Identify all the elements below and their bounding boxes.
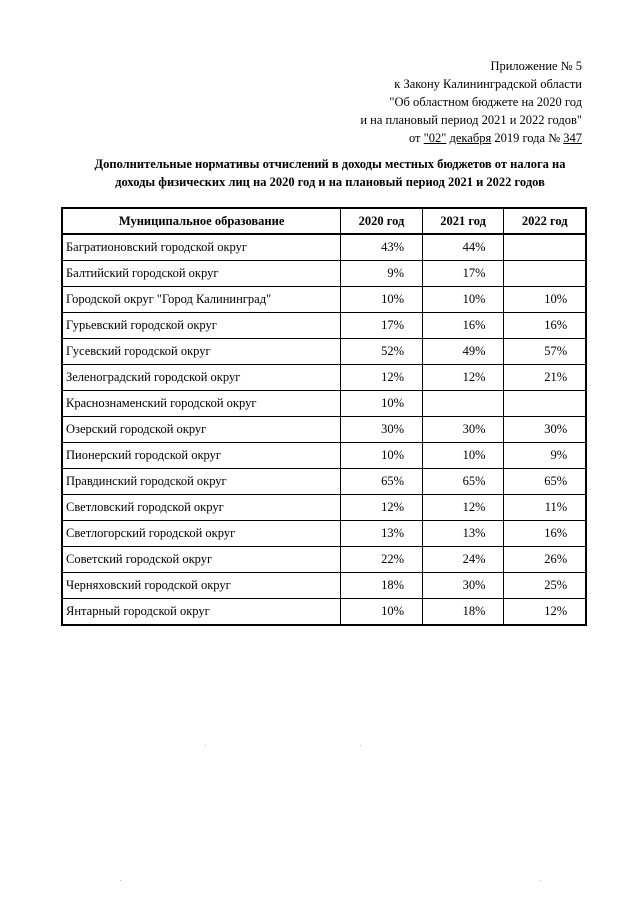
norm-cell-2022 (504, 391, 586, 417)
table-row (62, 391, 586, 417)
municipality-cell: Светловский городской округ (62, 495, 341, 521)
municipality-cell: Правдинский городской округ (62, 469, 341, 495)
norm-cell-2022 (504, 547, 586, 573)
norm-value: 24% (462, 552, 486, 566)
norm-value: 16% (544, 526, 568, 540)
law-date-line (360, 129, 582, 147)
norm-value: 9% (387, 266, 405, 280)
norm-cell-2022 (504, 234, 586, 261)
norm-cell-2020 (341, 573, 423, 599)
column-header-municipality: Муниципальное образование (62, 208, 341, 234)
norm-cell-2021 (422, 599, 504, 626)
column-header-2022: 2022 год (504, 208, 586, 234)
appendix-header (360, 57, 582, 147)
table-row (62, 287, 586, 313)
norm-value: 16% (544, 318, 568, 332)
norm-cell-2022 (504, 469, 586, 495)
table-row (62, 547, 586, 573)
norm-cell-2022 (504, 339, 586, 365)
norm-cell-2022 (504, 599, 586, 626)
norm-value: 12% (462, 500, 486, 514)
norm-cell-2020 (341, 313, 423, 339)
norm-value: 26% (544, 552, 568, 566)
norms-table (61, 207, 587, 626)
table-row (62, 339, 586, 365)
norm-cell-2021 (422, 469, 504, 495)
title-line1: Дополнительные нормативы отчислений в доходы местных бюджетов от налога на (94, 157, 566, 171)
norm-value: 57% (544, 344, 568, 358)
norm-value: 12% (381, 370, 405, 384)
law-number: 347 (563, 131, 582, 145)
norm-cell-2021 (422, 521, 504, 547)
municipality-cell: Черняховский городской округ (62, 573, 341, 599)
column-header-2021: 2021 год (422, 208, 504, 234)
norm-cell-2021 (422, 339, 504, 365)
norm-cell-2022 (504, 287, 586, 313)
norm-value: 13% (381, 526, 405, 540)
norm-value: 10% (544, 292, 568, 306)
table-row (62, 443, 586, 469)
norm-cell-2021 (422, 495, 504, 521)
table-row (62, 313, 586, 339)
norm-cell-2020 (341, 443, 423, 469)
norm-value: 11% (544, 500, 568, 514)
norm-cell-2020 (341, 339, 423, 365)
norm-cell-2021 (422, 287, 504, 313)
norm-cell-2022 (504, 495, 586, 521)
municipality-cell: Балтийский городской округ (62, 261, 341, 287)
norm-value: 17% (462, 266, 486, 280)
norm-cell-2022 (504, 365, 586, 391)
norm-value: 10% (381, 604, 405, 618)
norm-value: 12% (544, 604, 568, 618)
norm-value: 9% (550, 448, 568, 462)
norm-cell-2022 (504, 261, 586, 287)
norm-cell-2021 (422, 547, 504, 573)
norm-value: 30% (544, 422, 568, 436)
scan-speck (540, 880, 541, 881)
municipality-cell: Озерский городской округ (62, 417, 341, 443)
table-header-row (62, 208, 586, 234)
norm-cell-2022 (504, 573, 586, 599)
document-title (40, 155, 620, 191)
norm-value: 22% (381, 552, 405, 566)
norm-value: 17% (381, 318, 405, 332)
municipality-cell: Светлогорский городской округ (62, 521, 341, 547)
norm-value: 10% (381, 396, 405, 410)
norm-cell-2020 (341, 599, 423, 626)
norm-cell-2020 (341, 547, 423, 573)
norm-cell-2021 (422, 313, 504, 339)
norm-value: 43% (381, 240, 405, 254)
norm-cell-2021 (422, 365, 504, 391)
norm-cell-2020 (341, 469, 423, 495)
norm-value: 10% (462, 292, 486, 306)
municipality-cell: Янтарный городской округ (62, 599, 341, 626)
norm-value: 12% (462, 370, 486, 384)
norm-cell-2020 (341, 234, 423, 261)
norm-value: 65% (462, 474, 486, 488)
municipality-cell: Гурьевский городской округ (62, 313, 341, 339)
table-row (62, 521, 586, 547)
scan-speck (205, 745, 206, 746)
norm-cell-2022 (504, 443, 586, 469)
norm-cell-2021 (422, 391, 504, 417)
norm-value: 10% (381, 448, 405, 462)
table-row (62, 573, 586, 599)
norm-cell-2020 (341, 365, 423, 391)
municipality-cell: Советский городской округ (62, 547, 341, 573)
norm-value: 13% (462, 526, 486, 540)
table-row (62, 417, 586, 443)
norm-value: 18% (462, 604, 486, 618)
municipality-cell: Краснознаменский городской округ (62, 391, 341, 417)
norm-value: 30% (462, 422, 486, 436)
date-month: декабря (449, 131, 492, 145)
table-row (62, 599, 586, 626)
norm-cell-2020 (341, 391, 423, 417)
norm-value: 25% (544, 578, 568, 592)
norm-value: 44% (462, 240, 486, 254)
norm-value: 30% (462, 578, 486, 592)
norm-cell-2020 (341, 521, 423, 547)
scan-speck (360, 745, 361, 746)
norm-cell-2021 (422, 573, 504, 599)
norm-cell-2022 (504, 417, 586, 443)
table-row (62, 469, 586, 495)
date-day: "02" (423, 131, 447, 145)
norm-value: 10% (381, 292, 405, 306)
norm-value: 21% (544, 370, 568, 384)
norm-value: 30% (381, 422, 405, 436)
table-body (62, 234, 586, 625)
table-row (62, 365, 586, 391)
municipality-cell: Городской округ "Город Калининград" (62, 287, 341, 313)
norm-cell-2022 (504, 521, 586, 547)
municipality-cell: Пионерский городской округ (62, 443, 341, 469)
law-reference: к Закону Калининградской области (394, 77, 582, 91)
norm-value: 65% (544, 474, 568, 488)
municipality-cell: Гусевский городской округ (62, 339, 341, 365)
norm-value: 10% (462, 448, 486, 462)
norm-cell-2020 (341, 261, 423, 287)
norm-cell-2020 (341, 495, 423, 521)
norm-value: 65% (381, 474, 405, 488)
appendix-number: Приложение № 5 (490, 59, 582, 73)
norm-cell-2021 (422, 261, 504, 287)
scan-speck (120, 880, 121, 881)
table-row (62, 234, 586, 261)
norm-cell-2022 (504, 313, 586, 339)
norm-value: 49% (462, 344, 486, 358)
norm-cell-2020 (341, 287, 423, 313)
table-row (62, 261, 586, 287)
table-row (62, 495, 586, 521)
column-header-2020: 2020 год (341, 208, 423, 234)
norm-cell-2021 (422, 443, 504, 469)
norm-value: 18% (381, 578, 405, 592)
norm-cell-2021 (422, 234, 504, 261)
municipality-cell: Зеленоградский городской округ (62, 365, 341, 391)
date-prefix: от (408, 131, 424, 145)
title-line2: доходы физических лиц на 2020 год и на плановый период 2021 и 2022 годов (115, 175, 545, 189)
municipality-cell: Багратионовский городской округ (62, 234, 341, 261)
norm-value: 12% (381, 500, 405, 514)
norm-value: 16% (462, 318, 486, 332)
norm-value: 52% (381, 344, 405, 358)
norm-cell-2020 (341, 417, 423, 443)
date-mid: 2019 года № (491, 131, 564, 145)
law-title-line1: "Об областном бюджете на 2020 год (389, 95, 582, 109)
law-title-line2: и на плановый период 2021 и 2022 годов" (360, 113, 582, 127)
norm-cell-2021 (422, 417, 504, 443)
